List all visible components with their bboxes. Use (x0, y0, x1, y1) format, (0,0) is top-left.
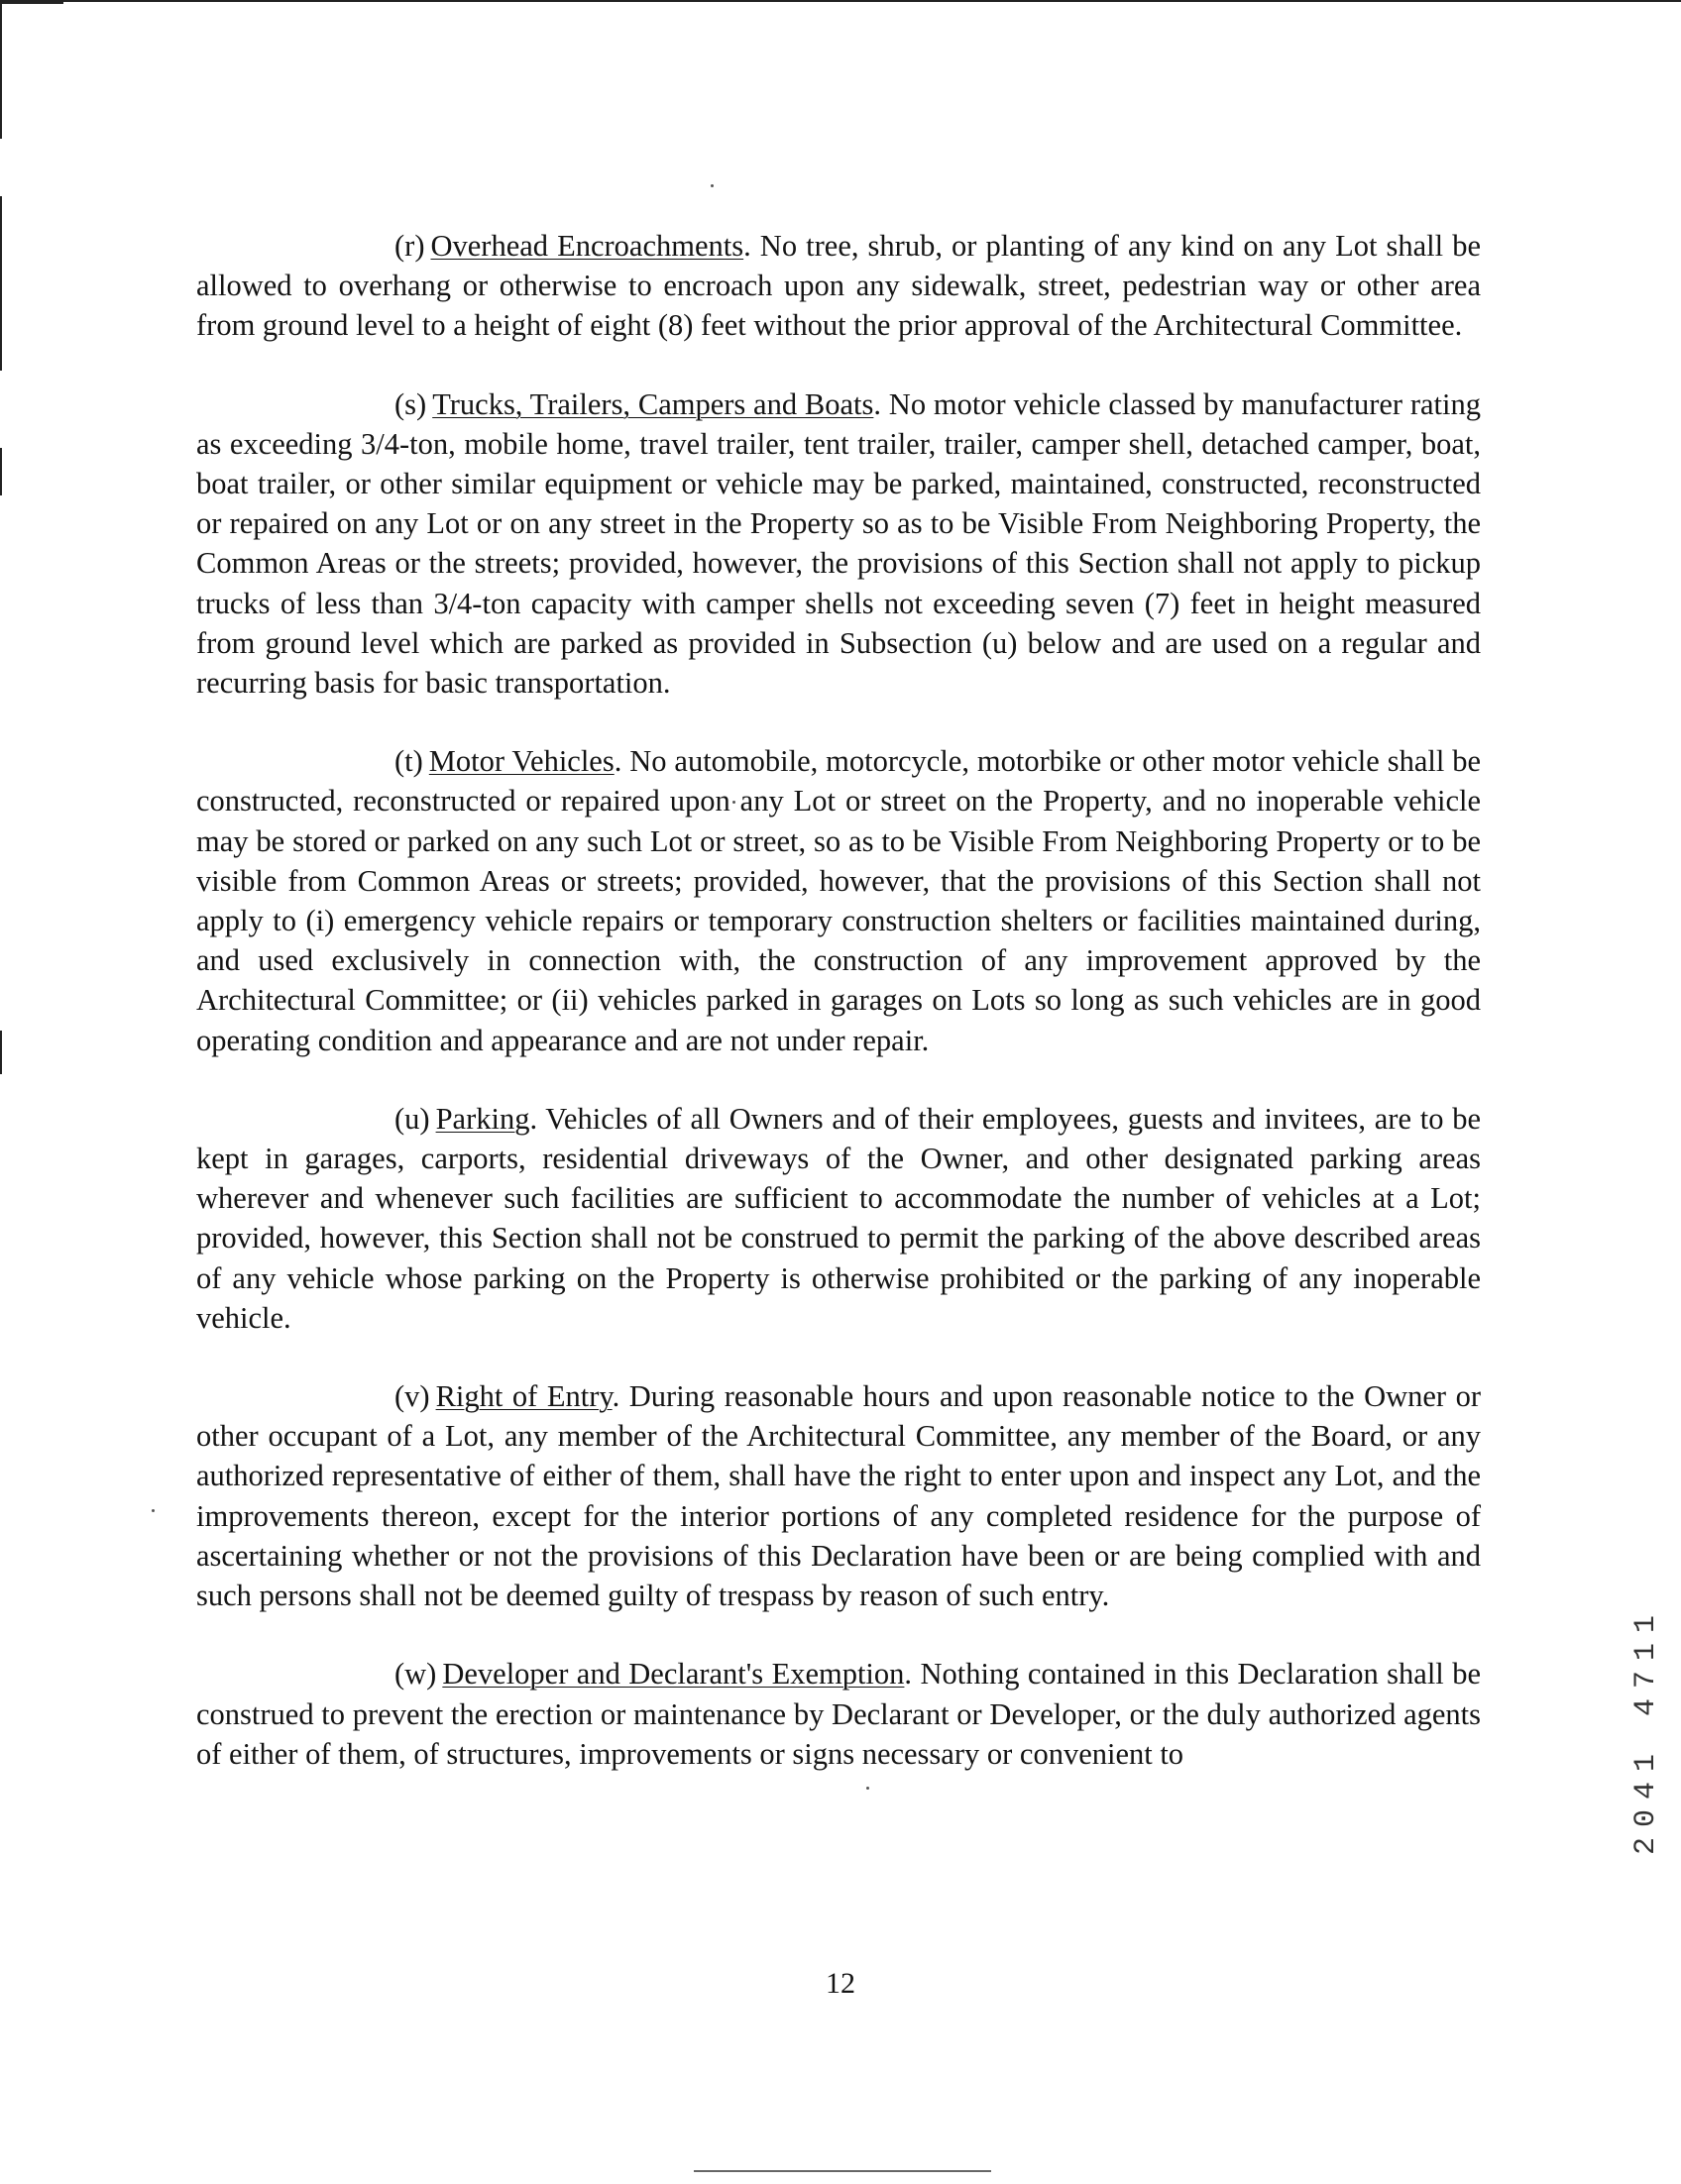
scan-speck (711, 184, 714, 187)
paragraph-w (196, 1654, 1481, 1774)
scan-margin-mark (0, 448, 2, 495)
scan-speck (152, 1509, 155, 1512)
section-heading: Overhead Encroachments (430, 229, 744, 263)
section-heading: Parking (435, 1101, 530, 1136)
scan-edge-line (694, 2170, 991, 2172)
section-body: . No tree, shrub, or planting of any kind on any Lot shall be allowed to overhang or otherwise to encroach upon any sidewalk, street, pedestrian way or other area from ground level to a height of eight (8) feet without the prior approval of the Architectural Committee. (196, 229, 1481, 343)
section-body: . Vehicles of all Owners and of their employees, guests and invitees, are to be kept in garages, carports, residential driveways of the Owner, and other designated parking areas wherever and whenever such facilities are sufficient to accommodate the number of vehicles at a Lot; provided, however, this Section shall not be construed to permit the parking of the above described areas of any vehicle whose parking on the Property is otherwise prohibited or the parking of any inoperable vehicle. (196, 1101, 1481, 1335)
section-label: (v) (394, 1379, 430, 1414)
section-body: . No motor vehicle classed by manufacturer rating as exceeding 3/4-ton, mobile home, travel trailer, tent trailer, trailer, camper shell, detached camper, boat, boat trailer, or other similar equipment or vehicle may be parked, maintained, constructed, reconstructed or repaired on any Lot or on any street in the Property so as to be Visible From Neighboring Property, the Common Areas or the streets; provided, however, the provisions of this Section shall not apply to pickup trucks of less than 3/4-ton capacity with camper shells not exceeding seven (7) feet in height measured from ground level which are parked as provided in Subsection (u) below and are used on a regular and recurring basis for basic transportation. (196, 386, 1482, 701)
section-heading: Trucks, Trailers, Campers and Boats (432, 386, 874, 421)
paragraph-r (196, 226, 1481, 346)
section-heading: Motor Vehicles (428, 744, 615, 779)
scan-margin-mark (0, 196, 2, 371)
section-body: . Nothing contained in this Declaration shall be construed to prevent the erection or maintenance by Declarant or Developer, or the duly authorized agents of either of them, of structures, improvements or signs necessary or convenient to (196, 1657, 1481, 1771)
section-heading: Right of Entry (435, 1379, 613, 1414)
section-label: (w) (394, 1657, 437, 1692)
section-label: (r) (394, 229, 425, 263)
section-heading: Developer and Declarant's Exemption (442, 1657, 905, 1692)
paragraph-s (196, 384, 1481, 704)
section-body: . No automobile, motorcycle, motorbike or other motor vehicle shall be constructed, reconstructed or repaired upon any Lot or street on the Property, and no inoperable vehicle may be stored or parked on any such Lot or street, so as to be Visible From Neighboring Property or to be visible from Common Areas or streets; provided, however, that the provisions of this Section shall not apply to (i) emergency vehicle repairs or temporary construction shelters or facilities maintained during, and used exclusively in connection with, the construction of any improvement approved by the Architectural Committee; or (ii) vehicles parked in garages on Lots so long as such vehicles are in good operating condition and appearance and are not under repair. (196, 744, 1481, 1057)
section-label: (u) (394, 1101, 430, 1136)
section-label: (t) (394, 744, 423, 779)
scan-margin-mark (0, 1031, 2, 1074)
paragraph-v (196, 1376, 1481, 1615)
paragraph-u (196, 1099, 1481, 1338)
scan-edge-line (0, 0, 1681, 2)
scan-edge-tick (0, 0, 63, 4)
section-label: (s) (394, 386, 427, 421)
section-body: . During reasonable hours and upon reasonable notice to the Owner or other occupant of a Lot, any member of the Architectural Committee, any member of the Board, or any authorized representative of either of them, shall have the right to enter upon and inspect any Lot, and the improvements thereon, except for the interior portions of any completed residence for the purpose of ascertaining whether or not the provisions of this Declaration have been or are being complied with and such persons shall not be deemed guilty of trespass by reason of such entry. (196, 1379, 1481, 1613)
recording-stamp (1625, 1552, 1665, 1909)
scan-margin-mark (0, 0, 2, 139)
page-number: 12 (826, 1967, 855, 2000)
recording-stamp-text: 2041 4711 (1629, 1604, 1663, 1856)
paragraph-t (196, 741, 1481, 1060)
document-body (196, 226, 1481, 1812)
